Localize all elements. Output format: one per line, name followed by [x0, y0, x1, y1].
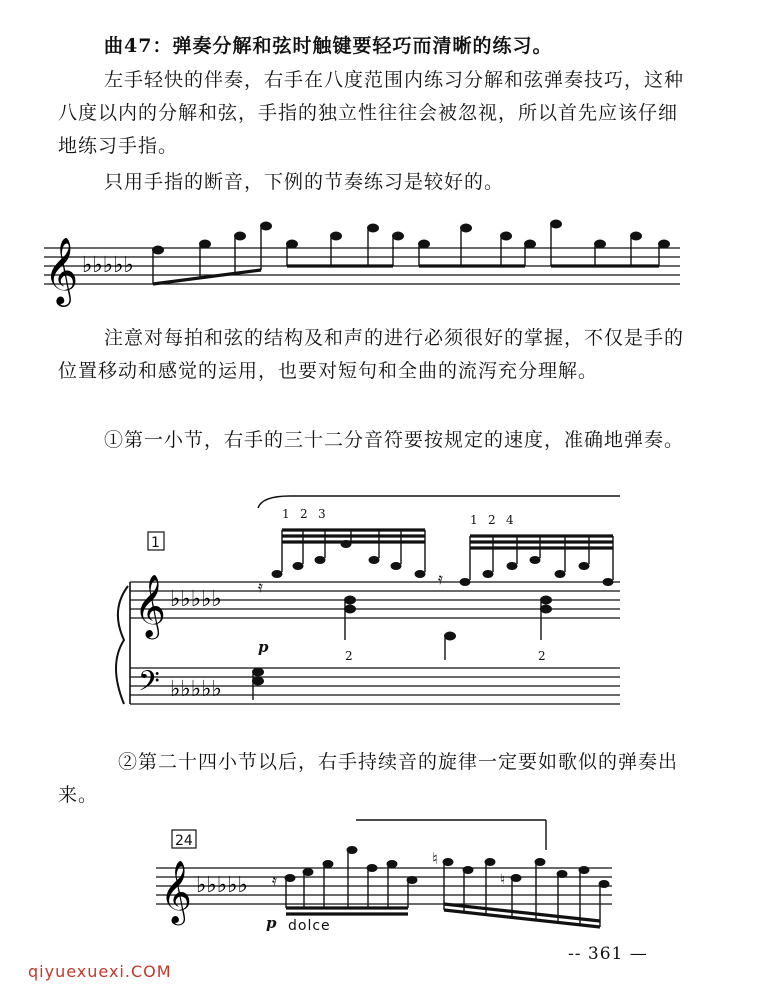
treble-clef-icon: 𝄞 [44, 236, 79, 304]
natural-sign-icon: ♮ [500, 872, 506, 888]
right-hand-32nd-notes [272, 530, 614, 588]
bass-key-signature: ♭♭♭♭♭ [170, 677, 222, 702]
treble-clef-icon: 𝄞 [134, 574, 166, 637]
key-signature-flats: ♭♭♭♭♭ [196, 873, 248, 898]
fingering-1: 1 [282, 507, 290, 521]
paragraph-structure: 注意对每拍和弦的结构及和声的进行必须很好的掌握，不仅是手的位置移动和感觉的运用，也要对短句和全曲的流泻充分理解。 [58, 327, 685, 382]
treble-key-signature: ♭♭♭♭♭ [170, 587, 222, 612]
paragraph-rhythm-note: 只用手指的断音，下例的节奏练习是较好的。 [104, 171, 505, 193]
bass-clef-icon: 𝄢 [138, 665, 160, 705]
fingering-3: 3 [318, 507, 326, 521]
rhythm-exercise-staff [0, 206, 772, 316]
measure-number: 24 [175, 833, 193, 849]
fingering-low-1: 2 [345, 649, 353, 663]
site-watermark: qiyuexuexi.COM [28, 962, 172, 981]
expression-mark: dolce [288, 918, 331, 934]
dynamic-mark: p [258, 638, 269, 656]
key-signature-flats: ♭♭♭♭♭ [82, 253, 134, 278]
natural-sign-icon: ♮ [432, 849, 438, 868]
fingering-low-2: 2 [538, 649, 546, 663]
page-number: -- 361 — [568, 944, 648, 964]
fingering-5: 2 [488, 513, 496, 527]
treble-clef-icon: 𝄞 [160, 860, 192, 923]
rest-icon: 𝄿 [272, 871, 277, 890]
phrase-slur [258, 496, 620, 508]
fingering-4: 1 [470, 513, 478, 527]
paragraph-intro: 左手轻快的伴奏，右手在八度范围内练习分解和弦弹奏技巧，这种八度以内的分解和弦，手指的独立性往往会被忽视，所以首先应该仔细地练习手指。 [58, 69, 685, 157]
rest-icon: 𝄿 [258, 577, 263, 596]
fingering-2: 2 [300, 507, 308, 521]
fingering-6: 4 [506, 513, 514, 527]
measure-24-example [0, 800, 772, 940]
paragraph-measure-24: ②第二十四小节以后，右手持续音的旋律一定要如歌似的弹奏出来。 [58, 751, 679, 806]
measure-1-example [0, 490, 772, 720]
paragraph-measure-1: ①第一小节，右手的三十二分音符要按规定的速度，准确地弹奏。 [104, 429, 685, 451]
measure-number: 1 [151, 535, 160, 551]
right-hand-chords [344, 596, 552, 664]
rest-icon: 𝄿 [438, 569, 443, 588]
dynamic-mark: p [266, 914, 277, 932]
exercise-heading: 曲47：弹奏分解和弦时触键要轻巧而清晰的练习。 [104, 35, 553, 57]
rhythm-notes [152, 220, 670, 285]
grand-staff-brace [116, 586, 128, 704]
